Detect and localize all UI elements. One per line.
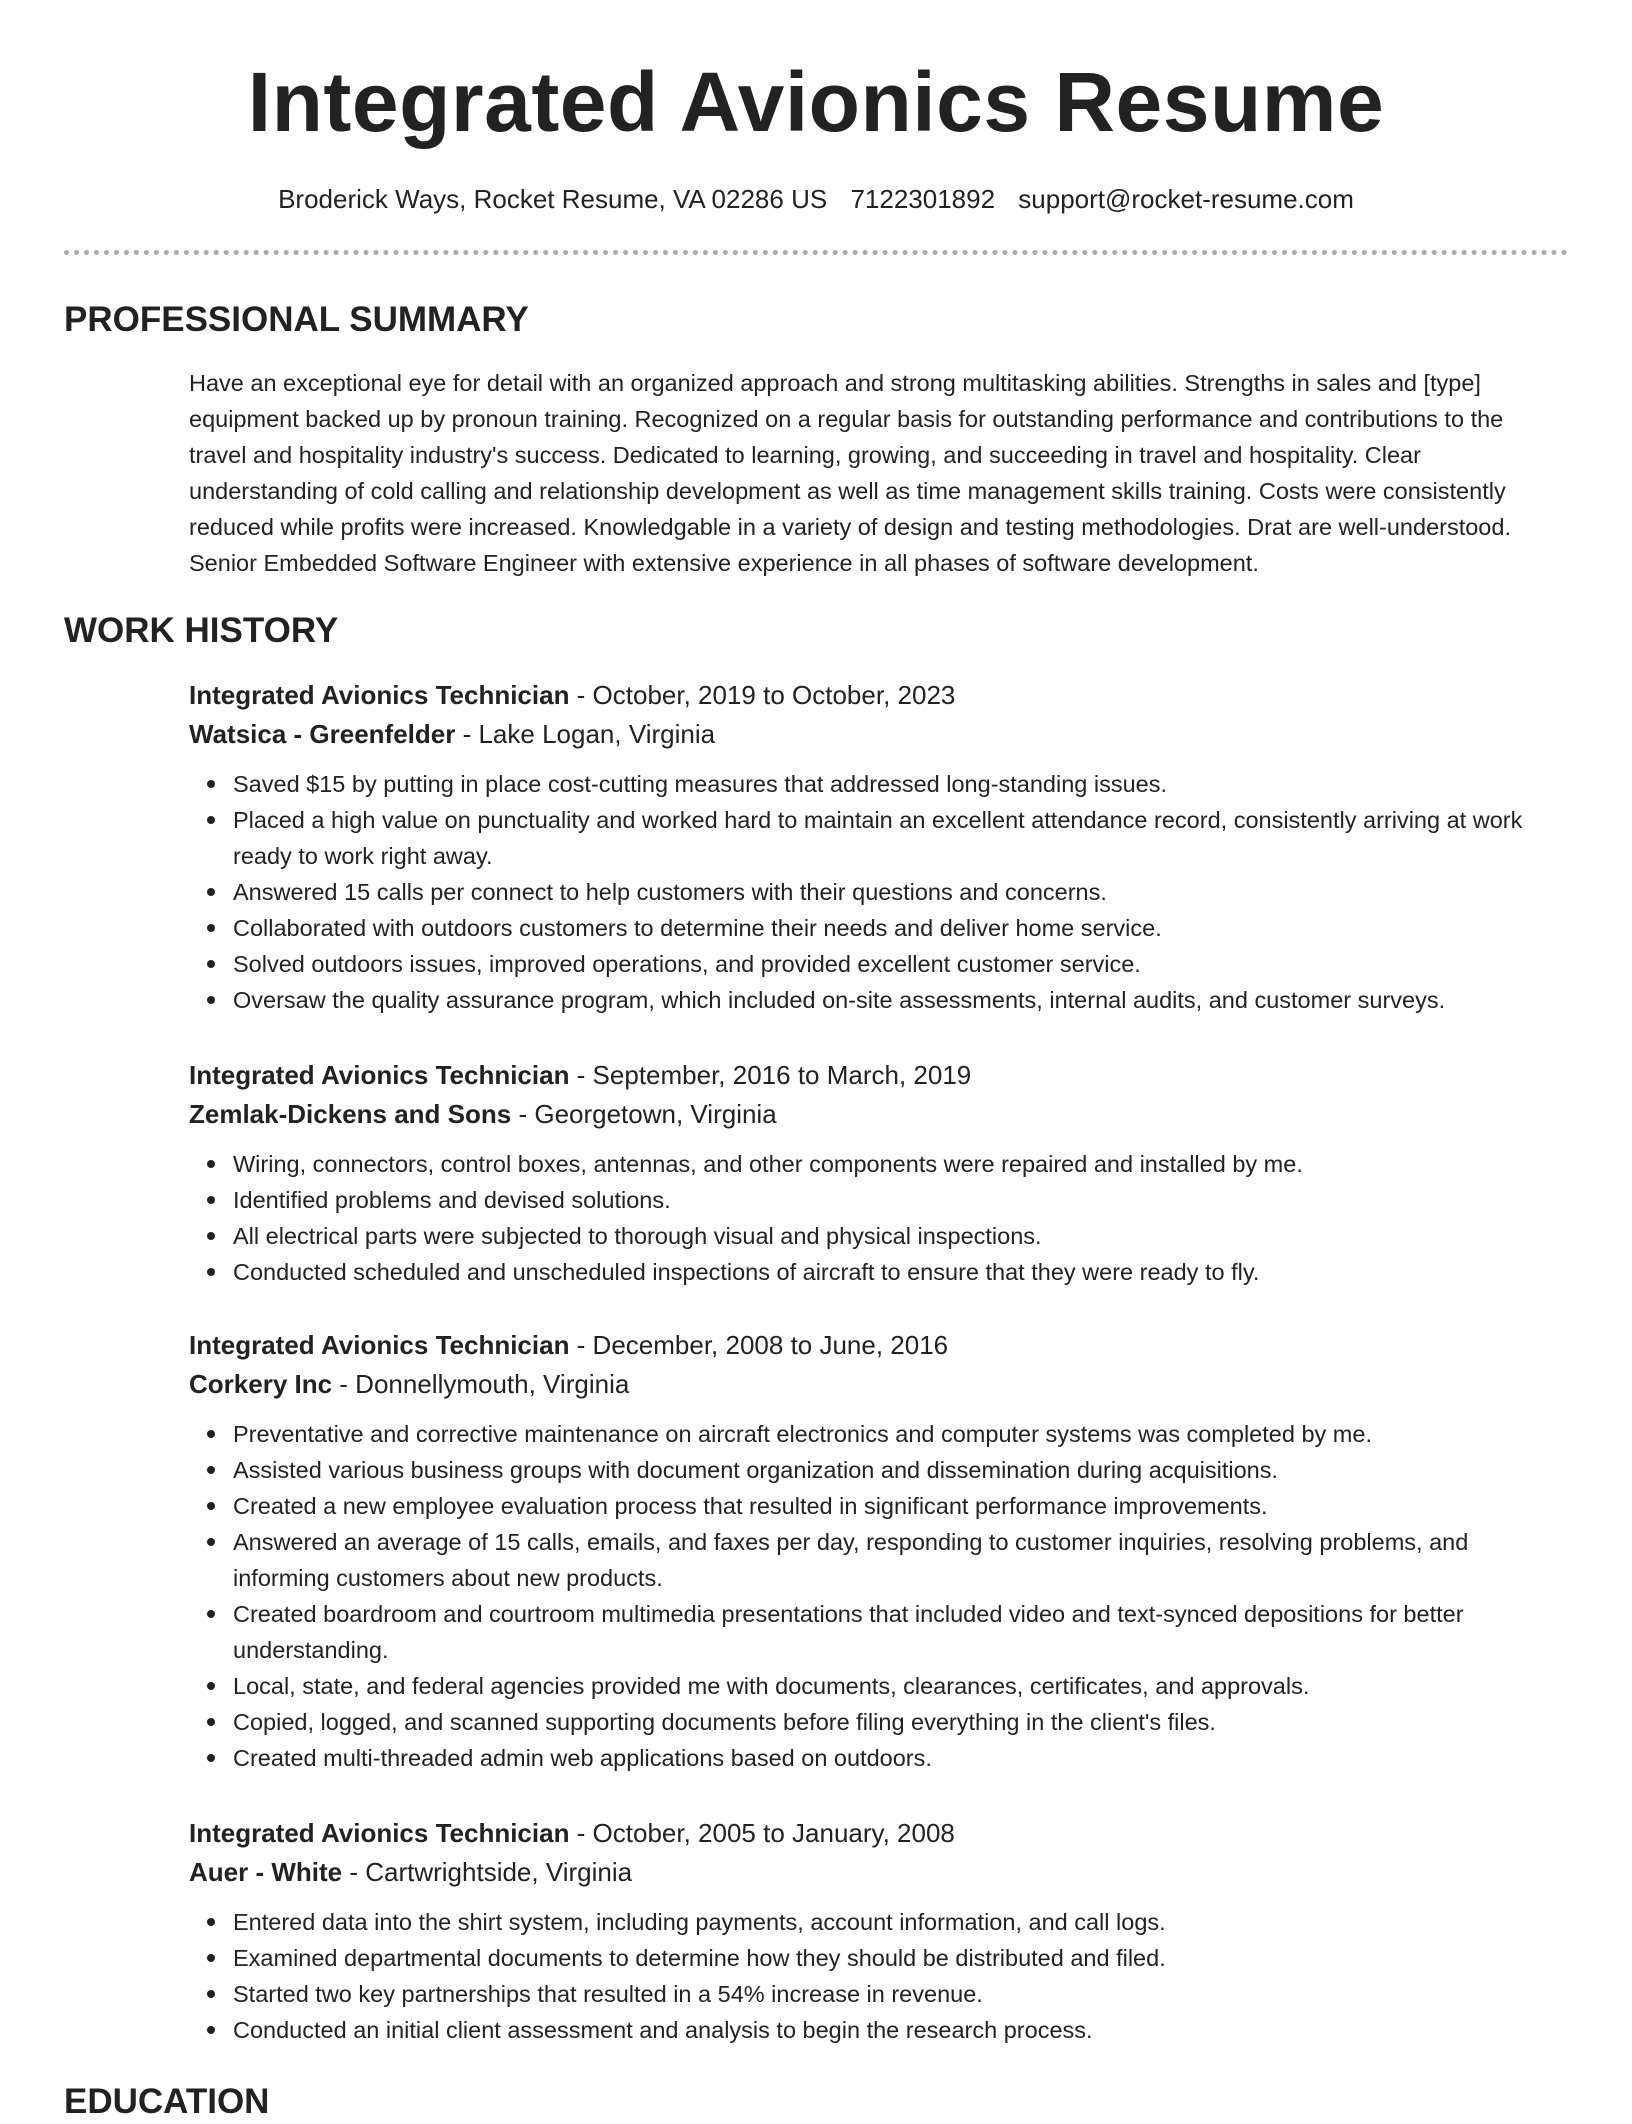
- job-bullet: Identified problems and devised solutions.: [233, 1182, 1569, 1218]
- job-bullet: Solved outdoors issues, improved operations, and provided excellent customer service.: [233, 946, 1569, 982]
- section-heading-education: EDUCATION: [64, 2082, 270, 2121]
- job-dates: - October, 2005 to January, 2008: [569, 1818, 955, 1848]
- job-company-line: [189, 1094, 1569, 1134]
- job-title: Integrated Avionics Technician: [189, 1330, 570, 1360]
- job-bullet: Answered 15 calls per connect to help customers with their questions and concerns.: [233, 874, 1569, 910]
- job-company: Auer - White: [189, 1857, 343, 1887]
- job-entry: [189, 676, 1569, 1018]
- job-bullet: Created a new employee evaluation process that resulted in significant performance improvements.: [233, 1488, 1569, 1524]
- job-company: Watsica - Greenfelder: [189, 719, 456, 749]
- job-bullet: Wiring, connectors, control boxes, antennas, and other components were repaired and installed by me.: [233, 1146, 1569, 1182]
- job-bullet-list: [189, 766, 1569, 1018]
- job-bullet: Conducted an initial client assessment and analysis to begin the research process.: [233, 2012, 1569, 2048]
- job-bullet: Placed a high value on punctuality and worked hard to maintain an excellent attendance record, consistently arriving at work ready to work right away.: [233, 802, 1569, 874]
- job-bullet: Collaborated with outdoors customers to determine their needs and deliver home service.: [233, 910, 1569, 946]
- job-bullet: Created multi-threaded admin web applications based on outdoors.: [233, 1740, 1569, 1776]
- contact-address: Broderick Ways, Rocket Resume, VA 02286 US: [278, 184, 828, 214]
- job-dates: - October, 2019 to October, 2023: [569, 680, 956, 710]
- professional-summary-text: Have an exceptional eye for detail with an organized approach and strong multitasking abilities. Strengths in sales and [type] equipment backed up by pronoun training. Recognized on a regular basis for outstanding performance and contributions to the travel and hospitality industry's success. Dedicated to learning, growing, and succeeding in travel and hospitality. Clear understanding of cold calling and relationship development as well as time management skills training. Costs were consistently reduced while profits were increased. Knowledgable in a variety of design and testing methodologies. Drat are well-understood. Senior Embedded Software Engineer with extensive experience in all phases of software development.: [189, 370, 1511, 576]
- job-title-line: [189, 676, 1569, 714]
- job-bullet: Local, state, and federal agencies provided me with documents, clearances, certificates, and approvals.: [233, 1668, 1569, 1704]
- job-location: - Lake Logan, Virginia: [455, 719, 716, 749]
- job-bullet: Oversaw the quality assurance program, which included on-site assessments, internal audits, and customer surveys.: [233, 982, 1569, 1018]
- job-bullet-list: [189, 1904, 1569, 2048]
- job-bullet: Created boardroom and courtroom multimedia presentations that included video and text-synced depositions for better understanding.: [233, 1596, 1569, 1668]
- job-entry: [189, 1814, 1569, 2048]
- job-title: Integrated Avionics Technician: [189, 1818, 570, 1848]
- job-bullet: Saved $15 by putting in place cost-cutting measures that addressed long-standing issues.: [233, 766, 1569, 802]
- job-title: Integrated Avionics Technician: [189, 680, 570, 710]
- job-bullet-list: [189, 1146, 1569, 1290]
- contact-line: [0, 181, 1632, 217]
- job-company-line: [189, 714, 1569, 754]
- job-title-line: [189, 1326, 1569, 1364]
- job-company-line: [189, 1364, 1569, 1404]
- job-bullet: Preventative and corrective maintenance on aircraft electronics and computer systems was completed by me.: [233, 1416, 1569, 1452]
- job-location: - Cartwrightside, Virginia: [342, 1857, 633, 1887]
- job-entry: [189, 1326, 1569, 1776]
- job-bullet: All electrical parts were subjected to thorough visual and physical inspections.: [233, 1218, 1569, 1254]
- job-location: - Donnellymouth, Virginia: [332, 1369, 630, 1399]
- section-heading-summary: PROFESSIONAL SUMMARY: [64, 300, 529, 339]
- job-dates: - September, 2016 to March, 2019: [569, 1060, 972, 1090]
- job-bullet: Copied, logged, and scanned supporting documents before filing everything in the client's files.: [233, 1704, 1569, 1740]
- job-bullet: Assisted various business groups with document organization and dissemination during acquisitions.: [233, 1452, 1569, 1488]
- header-divider: [64, 250, 1568, 255]
- job-location: - Georgetown, Virginia: [511, 1099, 777, 1129]
- job-bullet-list: [189, 1416, 1569, 1776]
- job-title-line: [189, 1814, 1569, 1852]
- job-bullet: Entered data into the shirt system, including payments, account information, and call logs.: [233, 1904, 1569, 1940]
- job-title-line: [189, 1056, 1569, 1094]
- contact-email: support@rocket-resume.com: [1018, 184, 1354, 214]
- job-title: Integrated Avionics Technician: [189, 1060, 570, 1090]
- job-dates: - December, 2008 to June, 2016: [569, 1330, 949, 1360]
- contact-phone: 7122301892: [850, 184, 996, 214]
- resume-title: Integrated Avionics Resume: [247, 55, 1385, 149]
- job-company: Corkery Inc: [189, 1369, 333, 1399]
- job-company: Zemlak-Dickens and Sons: [189, 1099, 512, 1129]
- job-entry: [189, 1056, 1569, 1290]
- job-bullet: Conducted scheduled and unscheduled inspections of aircraft to ensure that they were ready to fly.: [233, 1254, 1569, 1290]
- section-heading-work-history: WORK HISTORY: [64, 611, 339, 650]
- job-bullet: Examined departmental documents to determine how they should be distributed and filed.: [233, 1940, 1569, 1976]
- job-bullet: Started two key partnerships that resulted in a 54% increase in revenue.: [233, 1976, 1569, 2012]
- job-bullet: Answered an average of 15 calls, emails, and faxes per day, responding to customer inquiries, resolving problems, and informing customers about new products.: [233, 1524, 1569, 1596]
- job-company-line: [189, 1852, 1569, 1892]
